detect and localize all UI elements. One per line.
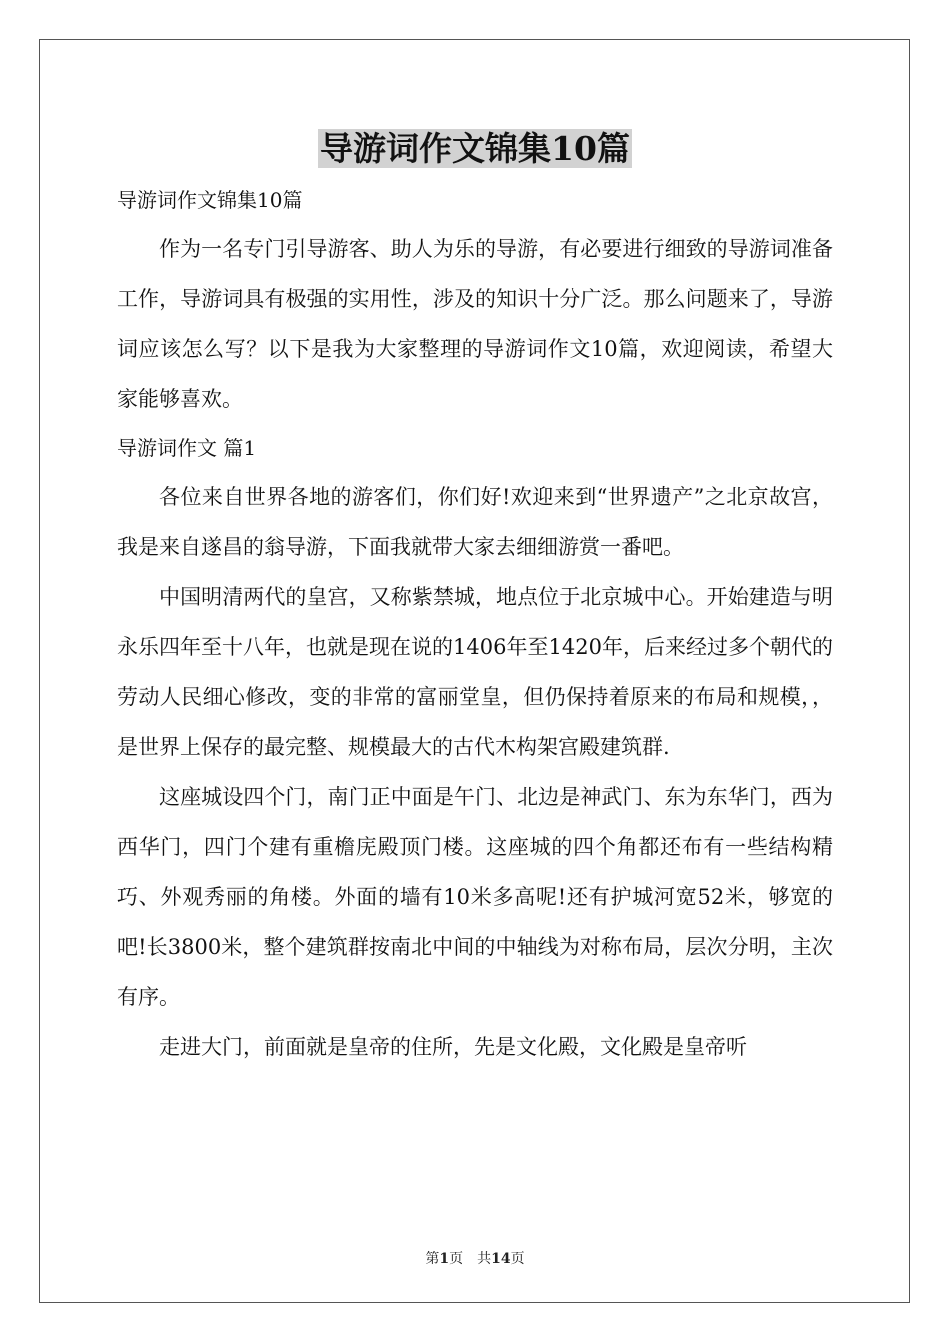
- document-title-text: 导游词作文锦集10篇: [320, 129, 630, 168]
- body-paragraph-3: 这座城设四个门，南门正中面是午门、北边是神武门、东为东华门，西为西华门，四门个建有重檐庑殿顶门楼。这座城的四个角都还布有一些结构精巧、外观秀丽的角楼。外面的墙有10米多高呢!还有护城河宽52米，够宽的吧!长3800米，整个建筑群按南北中间的中轴线为对称布局，层次分明，主次有序。: [117, 785, 833, 1009]
- intro-paragraph: 作为一名专门引导游客、助人为乐的导游，有必要进行细致的导游词准备工作，导游词具有极强的实用性，涉及的知识十分广泛。那么问题来了，导游词应该怎么写？以下是我为大家整理的导游词作文10篇，欢迎阅读，希望大家能够喜欢。: [117, 237, 833, 411]
- total-suffix: 页: [510, 1251, 525, 1267]
- page-number: 1: [439, 1251, 450, 1267]
- document-subtitle: 导游词作文锦集10篇: [117, 188, 303, 212]
- document-body: [117, 176, 833, 1072]
- page-suffix: 页: [449, 1251, 464, 1267]
- body-paragraph-4: 走进大门，前面就是皇帝的住所，先是文化殿，文化殿是皇帝听: [159, 1035, 747, 1059]
- document-title: [0, 126, 950, 172]
- body-paragraph-1: 各位来自世界各地的游客们，你们好!欢迎来到“世界遗产”之北京故宫，我是来自遂昌的翁导游，下面我就带大家去细细游赏一番吧。: [117, 485, 833, 559]
- total-prefix: 共: [477, 1251, 492, 1267]
- section-heading: 导游词作文 篇1: [117, 436, 257, 460]
- page-footer: [0, 1248, 950, 1268]
- page-prefix: 第: [425, 1251, 440, 1267]
- total-pages: 14: [491, 1251, 511, 1267]
- body-paragraph-2: 中国明清两代的皇宫，又称紫禁城，地点位于北京城中心。开始建造与明永乐四年至十八年，也就是现在说的1406年至1420年，后来经过多个朝代的劳动人民细心修改，变的非常的富丽堂皇，但仍保持着原来的布局和规模，，是世界上保存的最完整、规模最大的古代木构架宫殿建筑群.: [117, 585, 833, 759]
